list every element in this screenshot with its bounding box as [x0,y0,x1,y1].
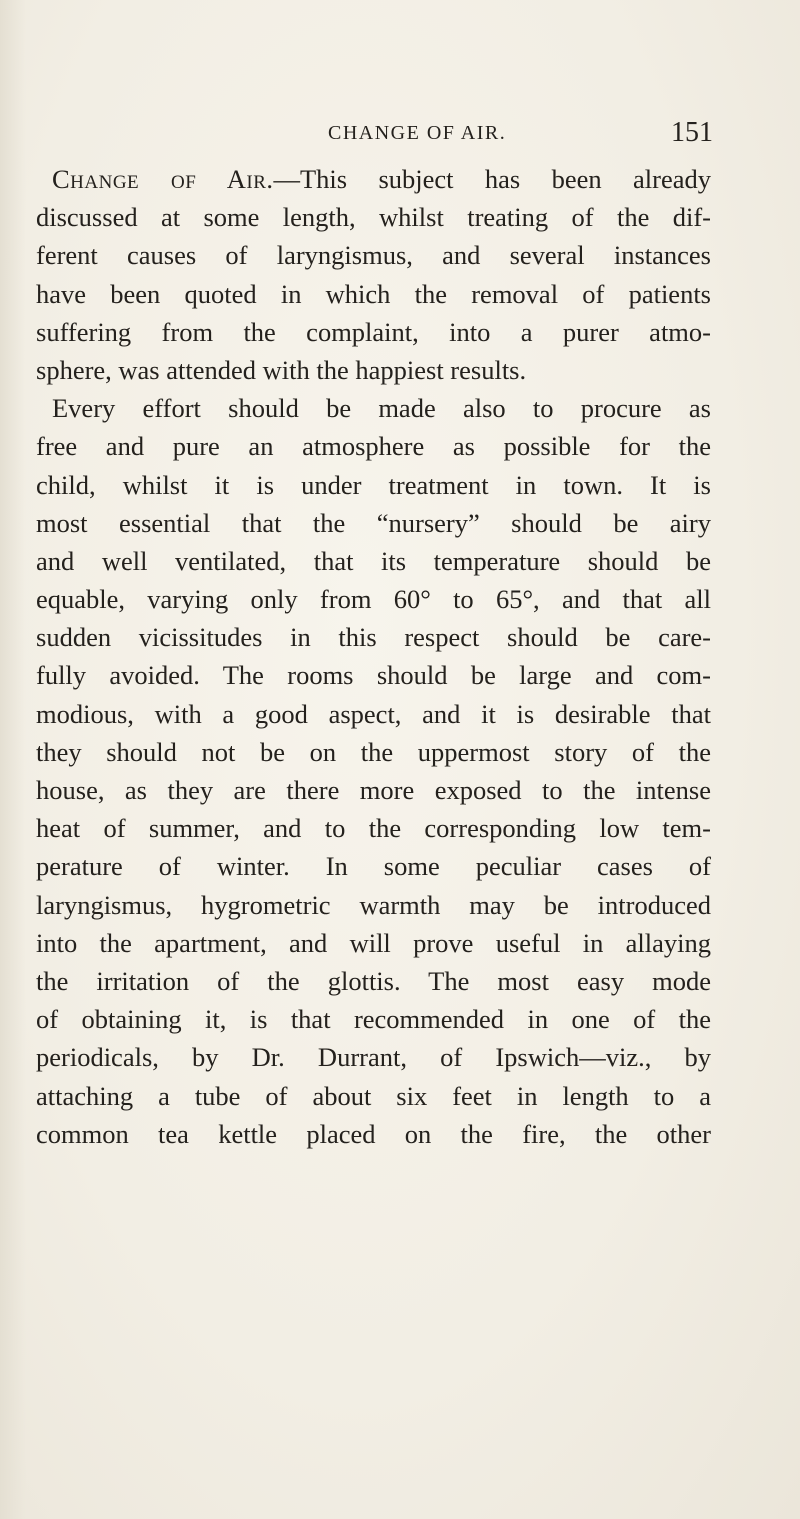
text-line: most essential that the “nursery” should be airy [36,507,711,538]
text-line: child, whilst it is under treatment in town. It is [36,469,711,500]
page-number: 151 [671,117,713,148]
text-line [36,160,711,198]
text-line-content: —This subject has been already [273,164,711,194]
text-line: free and pure an atmosphere as possible for the [36,431,711,462]
text-line: into the apartment, and will prove useful in allaying [36,927,711,958]
text-line: Every effort should be made also to procure as [52,393,711,424]
text-line: periodicals, by Dr. Durrant, of Ipswich—viz., by [36,1042,711,1073]
text-line: ferent causes of laryngismus, and several instances [36,240,711,271]
body-text [36,160,711,1153]
text-line: the irritation of the glottis. The most easy mode [36,965,711,996]
text-line: they should not be on the uppermost story of the [36,736,711,767]
text-line: suffering from the complaint, into a purer atmo- [36,316,711,347]
section-lead: Change of Air. [52,164,274,194]
text-line: modious, with a good aspect, and it is desirable that [36,698,711,729]
text-line: perature of winter. In some peculiar cases of [36,851,711,882]
text-line: fully avoided. The rooms should be large and com- [36,660,711,691]
text-line: and well ventilated, that its temperature should be [36,545,711,576]
running-head-title: CHANGE OF AIR. [328,122,507,144]
text-line: heat of summer, and to the corresponding low tem- [36,813,711,844]
text-line: have been quoted in which the removal of patients [36,278,711,309]
text-line: discussed at some length, whilst treating of the dif- [36,202,711,233]
text-line: attaching a tube of about six feet in length to a [36,1080,711,1111]
binding-shadow [0,0,26,1519]
text-line: common tea kettle placed on the fire, the other [36,1118,711,1149]
text-line: laryngismus, hygrometric warmth may be introduced [36,889,711,920]
text-line: of obtaining it, is that recommended in one of the [36,1004,711,1035]
text-line: house, as they are there more exposed to the intense [36,775,711,805]
text-line: equable, varying only from 60° to 65°, and that all [36,584,711,615]
text-line: sudden vicissitudes in this respect should be care- [36,622,711,653]
text-line: sphere, was attended with the happiest results. [36,354,527,385]
running-head [0,118,800,148]
